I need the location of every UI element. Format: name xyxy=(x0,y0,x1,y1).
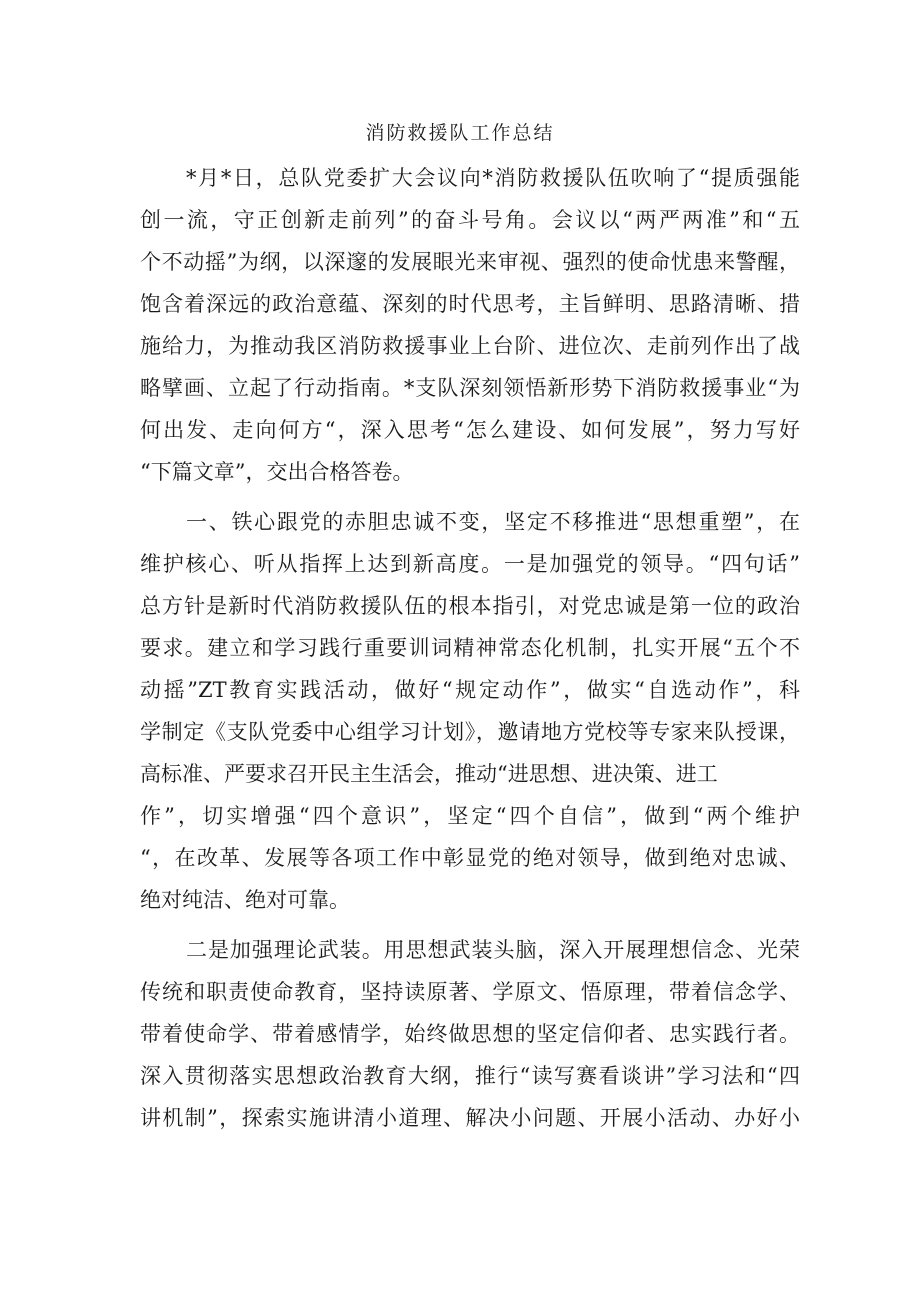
paragraph-line: 要求。建立和学习践行重要训词精神常态化机制，扎实开展“五个不 xyxy=(140,636,800,660)
paragraph-line: 饱含着深远的政治意蕴、深刻的时代思考，主旨鲜明、思路清晰、措 xyxy=(140,292,800,316)
document-title: 消防救援队工作总结 xyxy=(365,122,555,144)
paragraph-line: 深入贯彻落实思想政治教育大纲，推行“读写赛看谈讲”学习法和“四 xyxy=(140,1064,800,1088)
paragraph-line: 略擘画、立起了行动指南。*支队深刻领悟新形势下消防救援事业“为 xyxy=(140,376,800,400)
paragraph-line: 高标准、严要求召开民主生活会，推动“进思想、进决策、进工 xyxy=(140,762,718,786)
paragraph-line: 传统和职责使命教育，坚持读原著、学原文、悟原理，带着信念学、 xyxy=(140,980,800,1004)
paragraph-line: “下篇文章”，交出合格答卷。 xyxy=(140,460,414,484)
paragraph-line: 作”，切实增强“四个意识”，坚定“四个自信”，做到“两个维护 xyxy=(140,804,800,828)
paragraph-line: 创一流，守正创新走前列”的奋斗号角。会议以“两严两准”和“五 xyxy=(140,208,800,232)
paragraph-line: 施给力，为推动我区消防救援事业上台阶、进位次、走前列作出了战 xyxy=(140,334,800,358)
paragraph-line: 动摇”ZT教育实践活动，做好“规定动作”，做实“自选动作”，科 xyxy=(140,678,800,702)
paragraph-line: 一、铁心跟党的赤胆忠诚不变，坚定不移推进“思想重塑”，在 xyxy=(186,510,800,534)
paragraph-line: 讲机制”，探索实施讲清小道理、解决小问题、开展小活动、办好小 xyxy=(140,1106,800,1130)
paragraph-line: 带着使命学、带着感情学，始终做思想的坚定信仰者、忠实践行者。 xyxy=(140,1022,800,1046)
paragraph-line: 个不动摇”为纲，以深邃的发展眼光来审视、强烈的使命忧患来警醒， xyxy=(140,250,800,274)
paragraph-line: 绝对纯洁、绝对可靠。 xyxy=(140,888,350,912)
paragraph-line: 总方针是新时代消防救援队伍的根本指引，对党忠诚是第一位的政治 xyxy=(140,594,800,618)
paragraph-line: “，在改革、发展等各项工作中彰显党的绝对领导，做到绝对忠诚、 xyxy=(140,846,800,870)
paragraph-line: 二是加强理论武装。用思想武装头脑，深入开展理想信念、光荣 xyxy=(186,938,800,962)
paragraph-line: 学制定《支队党委中心组学习计划》，邀请地方党校等专家来队授课， xyxy=(140,720,800,744)
paragraph-line: 何出发、走向何方“，深入思考“怎么建设、如何发展”，努力写好 xyxy=(140,418,800,442)
paragraph-line: *月*日，总队党委扩大会议向*消防救援队伍吹响了“提质强能 xyxy=(186,166,800,190)
paragraph-line: 维护核心、听从指挥上达到新高度。一是加强党的领导。“四句话” xyxy=(140,552,800,576)
